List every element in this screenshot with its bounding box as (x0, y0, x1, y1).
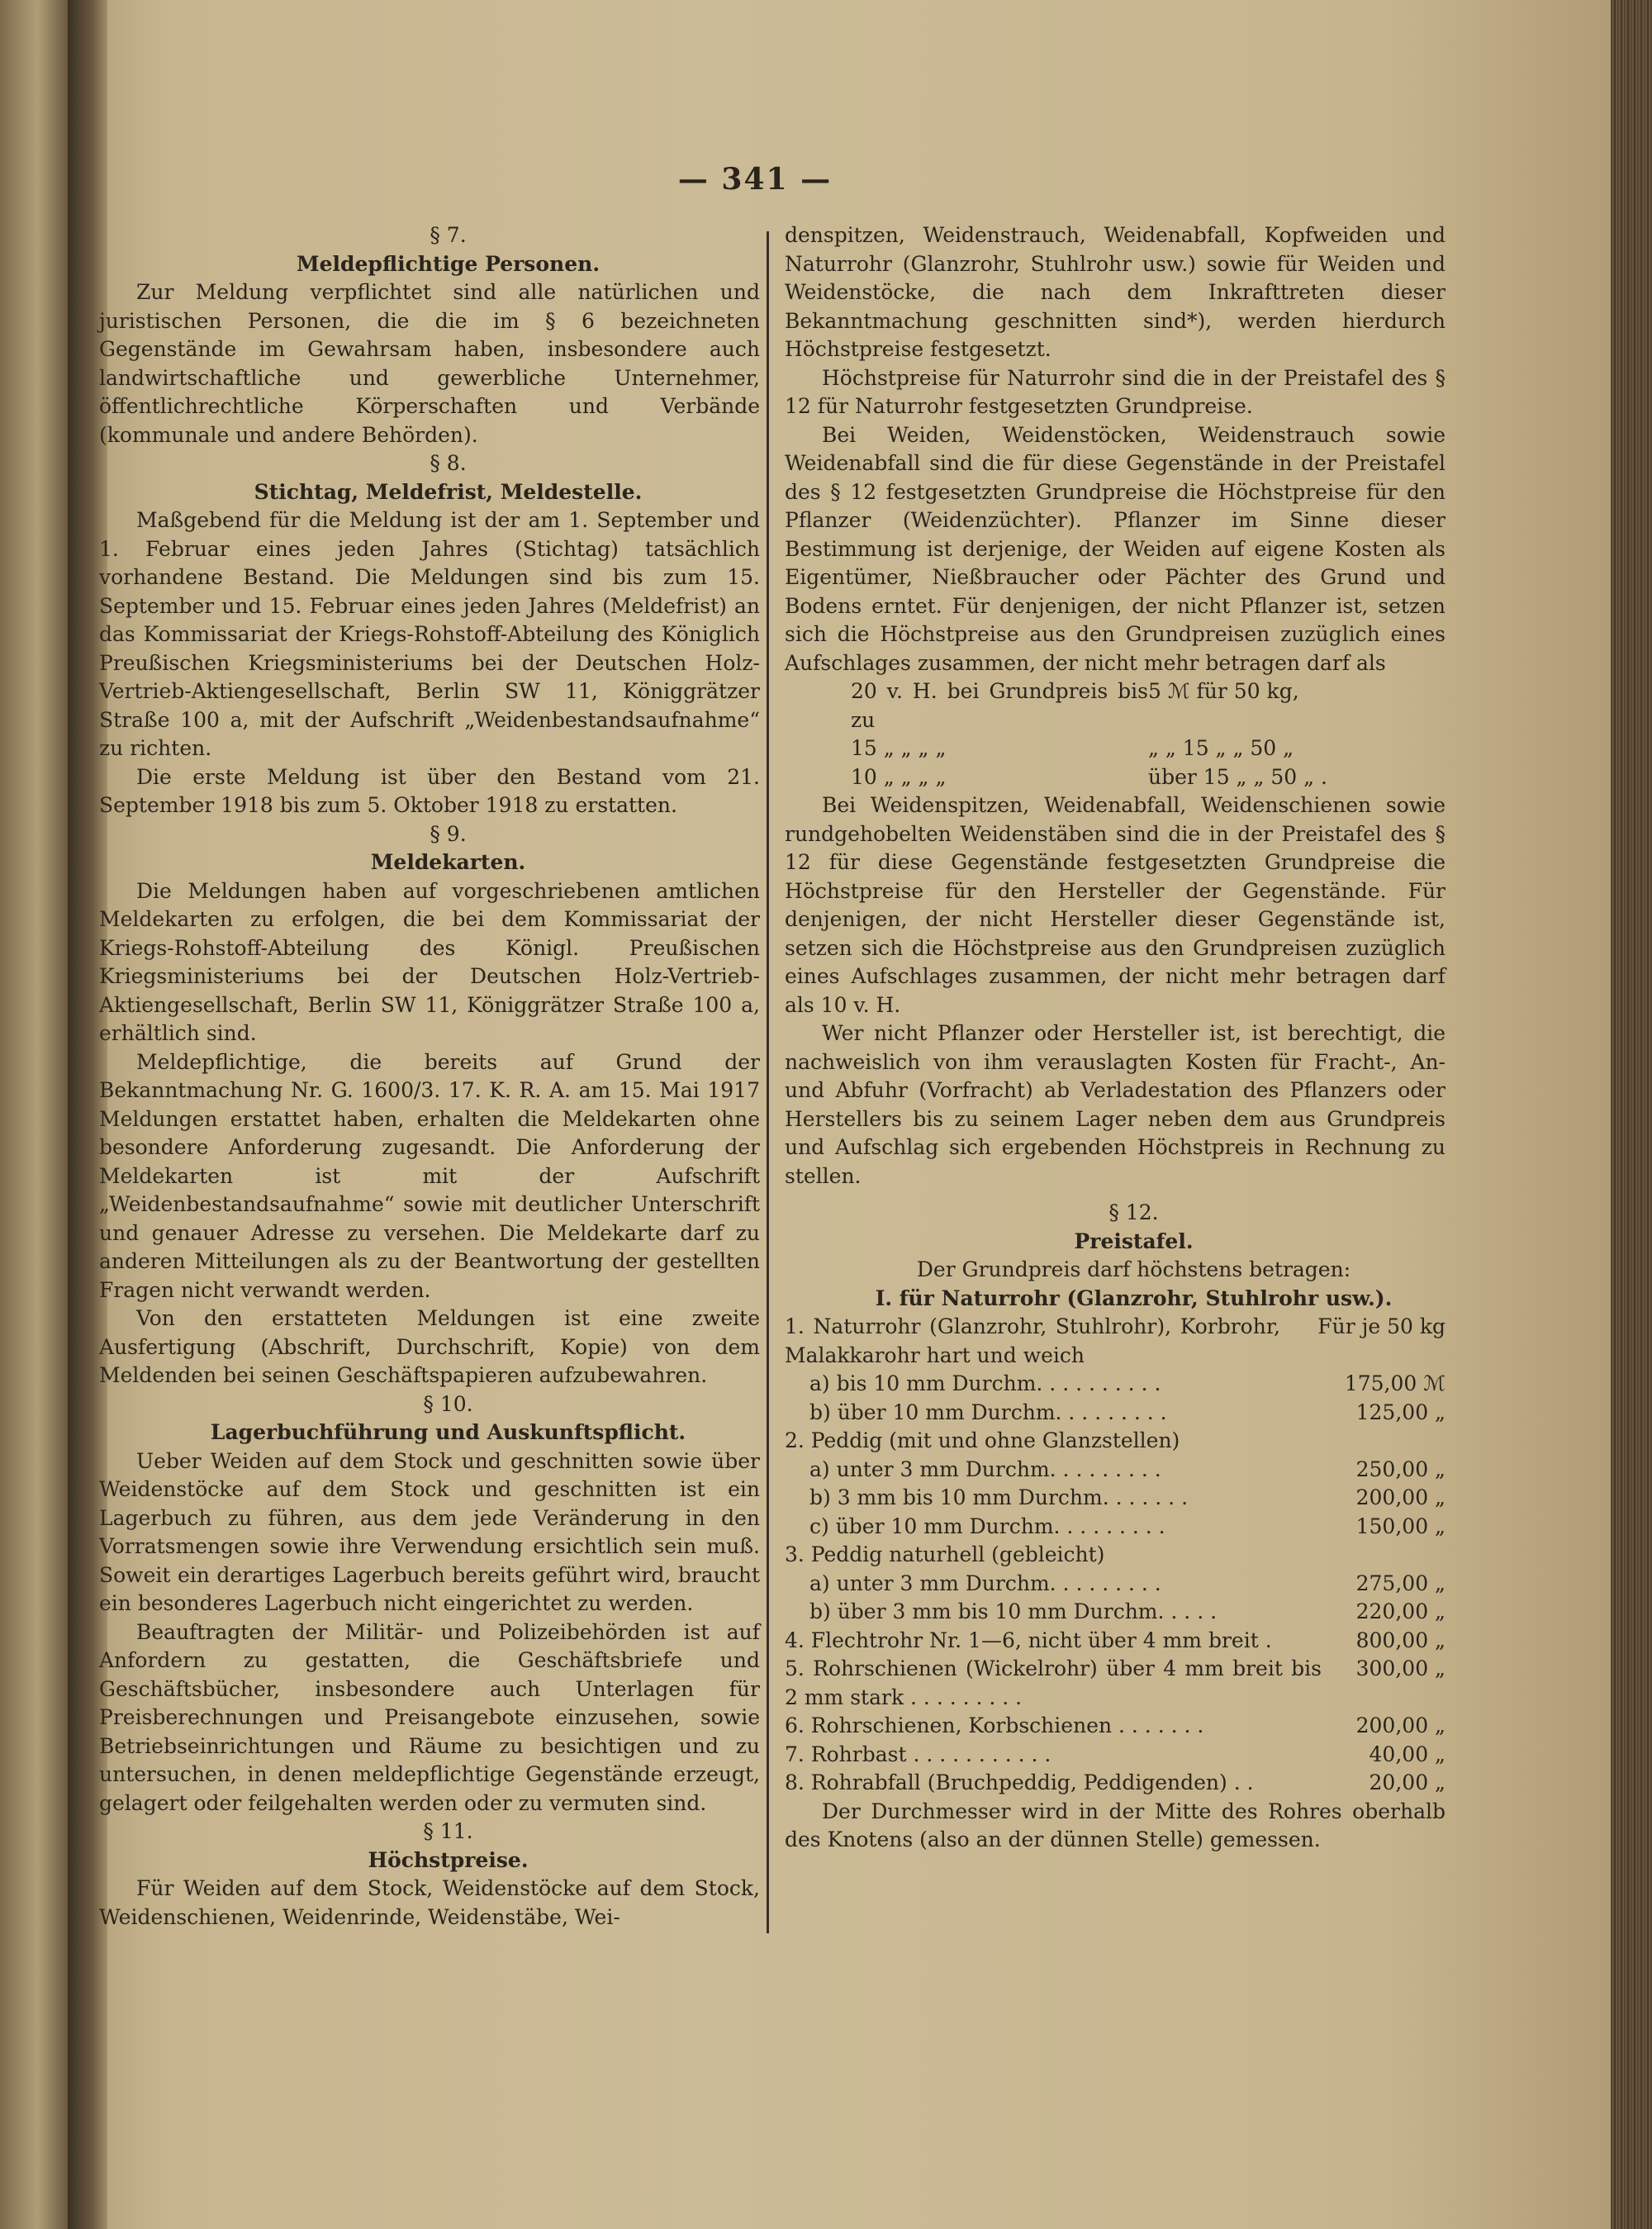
price-value: 150,00 „ (1355, 1514, 1446, 1538)
section-title: Stichtag, Meldefrist, Meldestelle. (254, 479, 643, 504)
price-item-label: 6. Rohrschienen, Korbschienen . . . . . . . (785, 1713, 1204, 1737)
price-value: 275,00 „ (1355, 1571, 1446, 1595)
page-stack-edge (1611, 0, 1652, 2229)
section-title: Meldepflichtige Personen. (296, 251, 601, 276)
paragraph: Bei Weiden, Weidenstöcken, Weidenstrauch sowie Weidenabfall sind die für diese Gegenstände in der Preistafel des § 12 festgesetzten Grundpreise die Höchstpreise für den Pflanzer (Weidenzüchter). Pflanzer im Sinne dieser Bestimmung ist derjenige, der Weiden auf eigene Kosten als Eigentümer, Nießbraucher oder Pächter des Grund und Bodens erntet. Für denjenigen, der nicht Pflanzer ist, setzen sich die Höchstpreise aus den Grundpreisen zuzüglich eines Aufschlages zusammen, der nicht mehr betragen darf als (785, 422, 1446, 675)
price-value: 40,00 „ (1369, 1742, 1446, 1766)
price-item-label: b) über 3 mm bis 10 mm Durchm. . . . . (809, 1599, 1218, 1623)
surcharge-row (785, 677, 1446, 734)
price-item-label: 1. Naturrohr (Glanzrohr, Stuhlrohr), Korbrohr, Malakkarohr hart und weich (785, 1314, 1280, 1367)
price-value: 200,00 „ (1355, 1485, 1446, 1509)
section-title: Höchstpreise. (368, 1847, 529, 1872)
price-row (785, 1484, 1446, 1513)
page-number: — 341 — (677, 162, 833, 197)
paragraph: Zur Meldung verpflichtet sind alle natürlichen und juristischen Personen, die die im § 6 bezeichneten Gegenstände im Gewahrsam haben, insbesondere auch landwirtschaftliche und gewerbliche Unternehmer, öffentlichrechtliche Körperschaften und Verbände (kommunale und andere Behörden). (99, 280, 760, 447)
price-item-label: b) 3 mm bis 10 mm Durchm. . . . . . . (809, 1485, 1189, 1509)
price-row (785, 1313, 1446, 1370)
paragraph: Maßgebend für die Meldung ist der am 1. September und 1. Februar eines jeden Jahres (Stichtag) tatsächlich vorhandene Bestand. Die Meldungen sind bis zum 15. September und 15. Februar eines jeden Jahres (Meldefrist) an das Kommissariat der Kriegs-Rohstoff-Abteilung des Königlich Preußischen Kriegsministeriums bei der Deutschen Holz-Vertrieb-Aktiengesellschaft, Berlin SW 11, Königgrätzer Straße 100 a, mit der Aufschrift „Weidenbestandsaufnahme“ zu richten. (99, 508, 760, 760)
price-row (785, 1741, 1446, 1770)
left-column (99, 221, 760, 1932)
price-value: 175,00 ℳ (1344, 1371, 1446, 1395)
price-item-label: b) über 10 mm Durchm. . . . . . . . . (809, 1400, 1167, 1424)
price-item-label: a) unter 3 mm Durchm. . . . . . . . . (809, 1571, 1161, 1595)
price-row (785, 1399, 1446, 1428)
facing-page-edge (0, 0, 68, 2229)
price-item-label: 5. Rohrschienen (Wickelrohr) über 4 mm breit bis 2 mm stark . . . . . . . . . (785, 1656, 1322, 1709)
section-number: § 9. (430, 821, 467, 846)
paragraph: Der Durchmesser wird in der Mitte des Rohres oberhalb des Knotens (also an der dünnen Stelle) gemessen. (785, 1799, 1446, 1851)
price-value: 125,00 „ (1355, 1400, 1446, 1424)
price-row (785, 1513, 1446, 1542)
surcharge-rate: 10 „ „ „ „ (851, 764, 947, 789)
price-value: 800,00 „ (1355, 1628, 1446, 1652)
price-row (785, 1370, 1446, 1399)
price-value: Für je 50 kg (1317, 1314, 1446, 1338)
price-row (785, 1541, 1446, 1570)
paragraph: Ueber Weiden auf dem Stock und geschnitten sowie über Weidenstöcke auf dem Stock und geschnitten ist ein Lagerbuch zu führen, aus dem jede Veränderung in den Vorratsmengen sowie ihre Verwendung ersichtlich sein muß. Soweit ein derartiges Lagerbuch bereits geführt wird, braucht ein besonderes Lagerbuch nicht eingerichtet zu werden. (99, 1448, 760, 1615)
surcharge-threshold: 5 ℳ für 50 kg, (1148, 679, 1299, 703)
price-value: 250,00 „ (1355, 1457, 1446, 1481)
paragraph: Höchstpreise für Naturrohr sind die in der Preistafel des § 12 für Naturrohr festgesetzten Grundpreise. (785, 365, 1446, 418)
paragraph: Für Weiden auf dem Stock, Weidenstöcke auf dem Stock, Weidenschienen, Weidenrinde, Weidenstäbe, Wei- (99, 1876, 760, 1929)
section-number: § 8. (430, 451, 467, 475)
surcharge-rate: 15 „ „ „ „ (851, 736, 947, 760)
section-number: § 7. (430, 223, 467, 247)
price-table (785, 1313, 1446, 1798)
price-item-label: c) über 10 mm Durchm. . . . . . . . . (809, 1514, 1165, 1538)
paragraph: Beauftragten der Militär- und Polizeibehörden ist auf Anfordern zu gestatten, die Geschäftsbriefe und Geschäftsbücher, insbesondere auch Unterlagen für Preisberechnungen und Preisangebote einzusehen, sowie Betriebseinrichtungen und Räume zu besichtigen und zu untersuchen, in denen meldepflichtige Gegenstände erzeugt, gelagert oder feilgehalten werden oder zu vermuten sind. (99, 1619, 760, 1815)
price-group-heading: I. für Naturrohr (Glanzrohr, Stuhlrohr usw.). (875, 1286, 1393, 1310)
price-row (785, 1456, 1446, 1485)
price-item-label: a) bis 10 mm Durchm. . . . . . . . . . (809, 1371, 1161, 1395)
paragraph: Meldepflichtige, die bereits auf Grund der Bekanntmachung Nr. G. 1600/3. 17. K. R. A. am 15. Mai 1917 Meldungen erstattet haben, erhalten die Meldekarten ohne besondere Anforderung zugesandt. Die Anforderung der Meldekarten ist mit der Aufschrift „Weidenbestandsaufnahme“ sowie mit deutlicher Unterschrift und genauer Adresse zu versehen. Die Meldekarte darf zu anderen Mitteilungen als zu der Beantwortung der gestellten Fragen nicht verwandt werden. (99, 1049, 760, 1302)
right-column (785, 221, 1446, 1855)
price-row (785, 1627, 1446, 1656)
price-row (785, 1655, 1446, 1712)
section-title: Preistafel. (1074, 1229, 1194, 1253)
price-value: 220,00 „ (1355, 1599, 1446, 1623)
price-item-label: a) unter 3 mm Durchm. . . . . . . . . (809, 1457, 1161, 1481)
price-item-label: 2. Peddig (mit und ohne Glanzstellen) (785, 1428, 1180, 1452)
paragraph: Bei Weidenspitzen, Weidenabfall, Weidenschienen sowie rundgehobelten Weidenstäben sind die in der Preistafel des § 12 für diese Gegenstände festgesetzten Grundpreise die Höchstpreise für den Hersteller der Gegenstände. Für denjenigen, der nicht Hersteller dieser Gegenstände ist, setzen sich die Höchstpreise aus den Grundpreisen zuzüglich eines Aufschlages zusammen, der nicht mehr betragen darf als 10 v. H. (785, 793, 1446, 1017)
section-title: Lagerbuchführung und Auskunftspflicht. (210, 1420, 686, 1444)
paragraph: Die Meldungen haben auf vorgeschriebenen amtlichen Meldekarten zu erfolgen, die bei dem Kommissariat der Kriegs-Rohstoff-Abteilung des Königl. Preußischen Kriegsministeriums bei der Deutschen Holz-Vertrieb-Aktiengesellschaft, Berlin SW 11, Königgrätzer Straße 100 a, erhältlich sind. (99, 878, 760, 1045)
column-divider (767, 231, 769, 1933)
price-row (785, 1712, 1446, 1741)
paragraph: denspitzen, Weidenstrauch, Weidenabfall, Kopfweiden und Naturrohr (Glanzrohr, Stuhlrohr usw.) sowie für Weiden und Weidenstöcke, die nach dem Inkrafttreten dieser Bekanntmachung geschnitten sind*), werden hierdurch Höchstpreise festgesetzt. (785, 223, 1446, 361)
price-item-label: 7. Rohrbast . . . . . . . . . . . (785, 1742, 1051, 1766)
price-table-heading: Der Grundpreis darf höchstens betragen: (916, 1257, 1351, 1281)
price-value: 200,00 „ (1355, 1713, 1446, 1737)
section-number: § 10. (423, 1391, 473, 1416)
paragraph: Die erste Meldung ist über den Bestand vom 21. September 1918 bis zum 5. Oktober 1918 zu erstatten. (99, 764, 760, 817)
surcharge-threshold: über 15 „ „ 50 „ . (1148, 764, 1327, 789)
paragraph: Wer nicht Pflanzer oder Hersteller ist, ist berechtigt, die nachweislich von ihm verauslagten Kosten für Fracht-, An- und Abfuhr (Vorfracht) ab Verladestation des Pflanzers oder Herstellers bis zu seinem Lager neben dem aus Grundpreis und Aufschlag sich ergebenden Höchstpreis in Rechnung zu stellen. (785, 1021, 1446, 1188)
price-row (785, 1427, 1446, 1456)
surcharge-row (785, 734, 1446, 763)
surcharge-row (785, 763, 1446, 792)
surcharge-rate: 20 v. H. bei Grundpreis bis zu (851, 679, 1148, 732)
price-item-label: 4. Flechtrohr Nr. 1—6, nicht über 4 mm breit . (785, 1628, 1272, 1652)
price-item-label: 8. Rohrabfall (Bruchpeddig, Peddigenden) . . (785, 1770, 1254, 1794)
price-value: 300,00 „ (1355, 1656, 1446, 1680)
price-row (785, 1598, 1446, 1627)
price-value (1322, 1541, 1446, 1570)
section-number: § 12. (1108, 1200, 1159, 1224)
section-number: § 11. (423, 1819, 473, 1843)
price-item-label: 3. Peddig naturhell (gebleicht) (785, 1542, 1105, 1566)
surcharge-threshold: „ „ 15 „ „ 50 „ (1148, 736, 1294, 760)
price-row (785, 1769, 1446, 1798)
price-value: 20,00 „ (1369, 1770, 1446, 1794)
price-value (1322, 1427, 1446, 1456)
paragraph: Von den erstatteten Meldungen ist eine zweite Ausfertigung (Abschrift, Durchschrift, Kopie) von dem Meldenden bei seinen Geschäftspapieren aufzubewahren. (99, 1306, 760, 1387)
section-title: Meldekarten. (370, 850, 526, 874)
price-row (785, 1570, 1446, 1599)
